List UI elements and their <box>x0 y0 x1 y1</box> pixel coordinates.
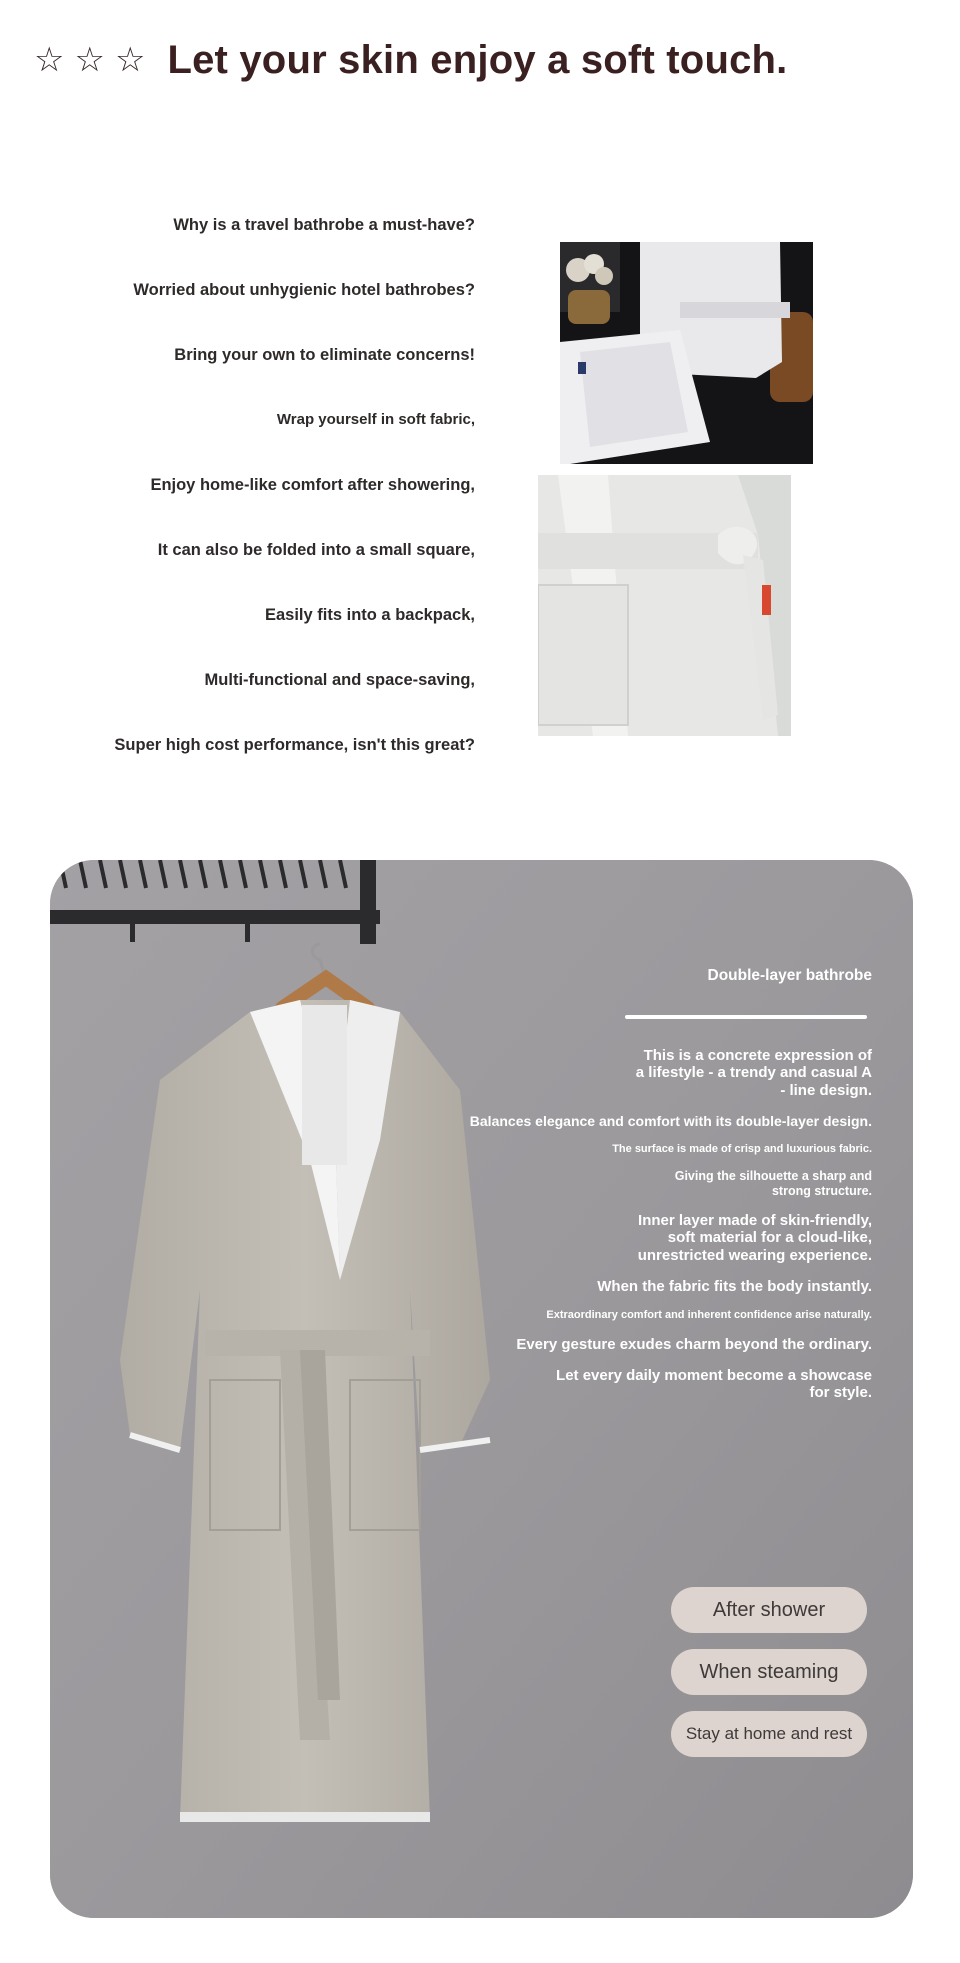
description-line: When the fabric fits the body instantly. <box>597 1277 872 1295</box>
star-outline-icon: ☆ <box>34 41 65 79</box>
page-title: Let your skin enjoy a soft touch. <box>167 38 788 82</box>
benefit-item: Why is a travel bathrobe a must-have? <box>173 216 475 234</box>
scene-steaming-button[interactable]: When steaming <box>671 1649 867 1695</box>
benefit-item: Worried about unhygienic hotel bathrobes? <box>133 281 475 299</box>
description-line: Let every daily moment become a showcase for style. <box>556 1367 872 1402</box>
benefit-item: Bring your own to eliminate concerns! <box>174 346 475 364</box>
benefit-item: Easily fits into a backpack, <box>264 606 475 624</box>
description-line: The surface is made of crisp and luxurious fabric. <box>612 1142 872 1155</box>
double-layer-showcase <box>50 860 913 1918</box>
star-outline-icon: ☆ <box>114 41 146 79</box>
benefit-item: Enjoy home-like comfort after showering, <box>150 476 475 494</box>
folded-bathrobes-photo <box>560 242 813 464</box>
page-header <box>34 30 787 90</box>
description-line: Inner layer made of skin-friendly, soft material for a cloud-like, unrestricted wearing experience. <box>637 1212 872 1264</box>
bathrobe-belt-photo <box>538 475 791 736</box>
scene-after-shower-button[interactable]: After shower <box>671 1587 867 1633</box>
title-divider <box>625 1015 867 1019</box>
description-line: Giving the silhouette a sharp and strong structure. <box>674 1169 872 1198</box>
benefit-item: Multi-functional and space-saving, <box>204 671 475 689</box>
benefit-list <box>110 210 475 795</box>
product-description <box>452 967 872 1416</box>
benefit-item: It can also be folded into a small square, <box>157 541 475 559</box>
description-line: Extraordinary comfort and inherent confidence arise naturally. <box>546 1309 872 1322</box>
rating-stars <box>34 43 145 77</box>
description-line: This is a concrete expression of a lifestyle - a trendy and casual A - line design. <box>635 1047 872 1099</box>
benefit-item: Wrap yourself in soft fabric, <box>276 411 475 428</box>
product-title: Double-layer bathrobe <box>707 967 872 984</box>
usage-scenes <box>671 1587 867 1757</box>
description-line: Balances elegance and comfort with its double-layer design. <box>469 1112 872 1129</box>
star-outline-icon: ☆ <box>74 41 105 79</box>
scene-home-rest-button[interactable]: Stay at home and rest <box>671 1711 867 1757</box>
benefit-item: Super high cost performance, isn't this great? <box>114 736 475 754</box>
description-line: Every gesture exudes charm beyond the ordinary. <box>516 1335 872 1353</box>
description-lines <box>452 1047 872 1402</box>
